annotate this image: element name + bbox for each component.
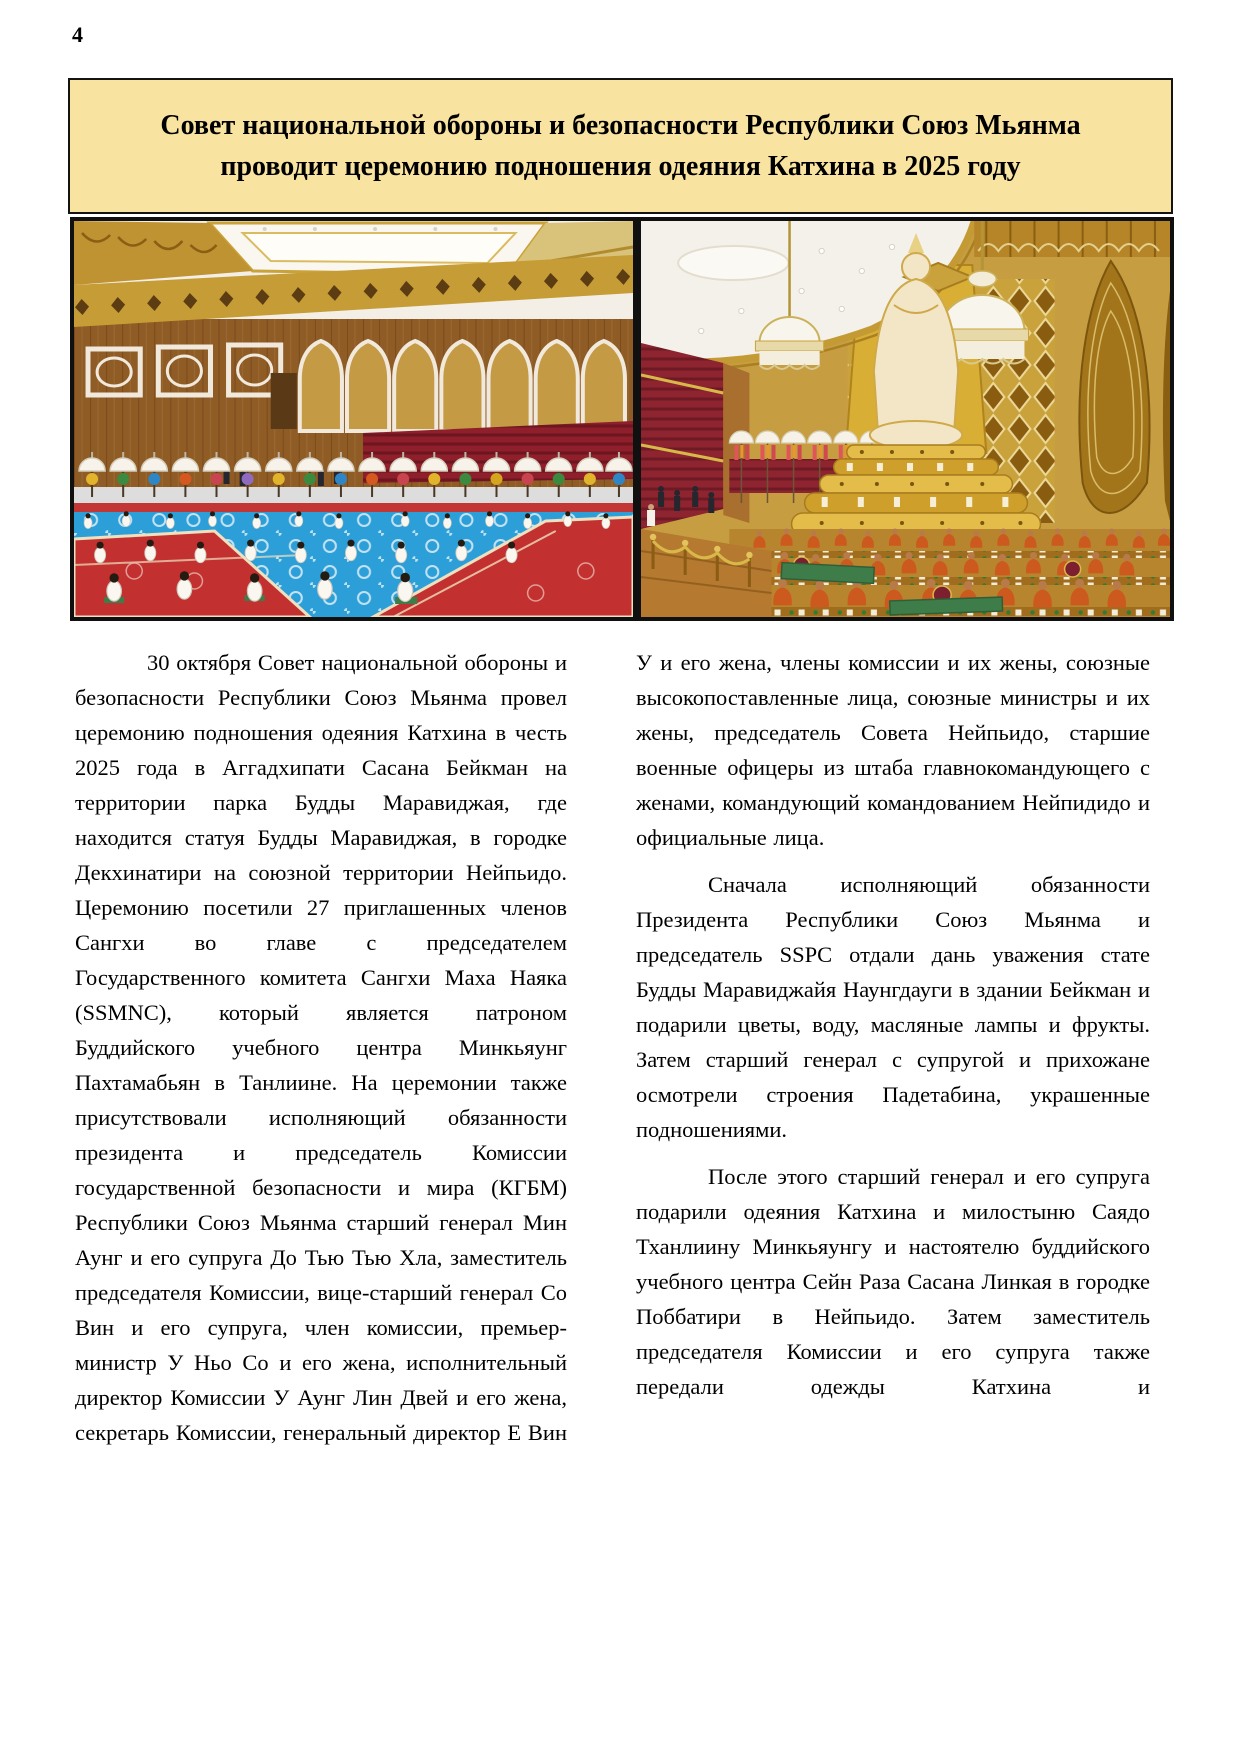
page-number: 4 <box>72 22 83 47</box>
article-column-left <box>75 645 567 1462</box>
paragraph-3: Сначала исполняющий обязанности Президента Республики Союз Мьянма и председатель SSPC отдали дань уважения стате Будды Маравиджайя Наунгдауги в здании Бейкман и подарили цветы, воду, масляные лампы и фрукты. Затем старший генерал с супругой и прихожане осмотрели строения Падетабина, украшенные подношениями. <box>636 872 1150 1142</box>
ceremony-hall-illustration <box>74 221 633 617</box>
golden-stupa-monks-photo <box>637 217 1174 621</box>
title-line-2: проводит церемонию подношения одеяния Катхина в 2025 году <box>220 151 1021 182</box>
title-banner <box>68 78 1173 214</box>
kathina-ceremony-hall-photo <box>70 217 637 621</box>
paragraph-4: После этого старший генерал и его супруга подарили одеяния Катхина и милостыню Саядо Тханлиину Минкьяунгу и настоятелю буддийского учебного центра Сейн Раза Сасана Линкая в городке Поббатири в Нейпьидо. Затем заместитель председателя Комиссии и его супруга также передали одежды Катхина и <box>636 1164 1150 1399</box>
paragraph-2: У и его жена, члены комиссии и их жены, союзные высокопоставленные лица, союзные министры и их жены, председатель Совета Нейпьидо, старшие военные офицеры из штаба главнокомандующего с женами, командующий командованием Нейпидидо и официальные лица. <box>636 650 1150 850</box>
article-body <box>75 645 1150 1462</box>
golden-stupa-illustration <box>641 221 1170 617</box>
title-line-1: Совет национальной обороны и безопасности Республики Союз Мьянма <box>160 110 1081 141</box>
photo-strip <box>70 217 1174 621</box>
paragraph-1: 30 октября Совет национальной обороны и безопасности Республики Союз Мьянма провел церемонию подношения одеяния Катхина в честь 2025 года в Аггадхипати Сасана Бейкман на территории парка Будды Маравиджая, где находится статуя Будды Маравиджая, в городке Декхинатири на союзной территории Нейпьидо. Церемонию посетили 27 приглашенных членов Сангхи во главе с председателем Государственного комитета Сангхи Маха Наяка (SSMNC), который является патроном Буддийского учебного центра Минкьяунг Пахтамабьян в Танлиине. На церемонии также присутствовали исполняющий обязанности президента и председатель Комиссии государственной безопасности и мира (КГБМ) Республики Союз Мьянма старший генерал Мин Аунг и его супруга До Тью Тью Хла, заместитель председателя Комиссии, вице-старший генерал Со Вин и его супруга, член комиссии, премьер-министр У Ньо Со и его жена, исполнительный директор Комиссии У Аунг Лин Двей и его жена, секретарь Комиссии, генеральный директор Е Вин <box>75 650 567 1445</box>
article-column-right <box>636 645 1150 1462</box>
